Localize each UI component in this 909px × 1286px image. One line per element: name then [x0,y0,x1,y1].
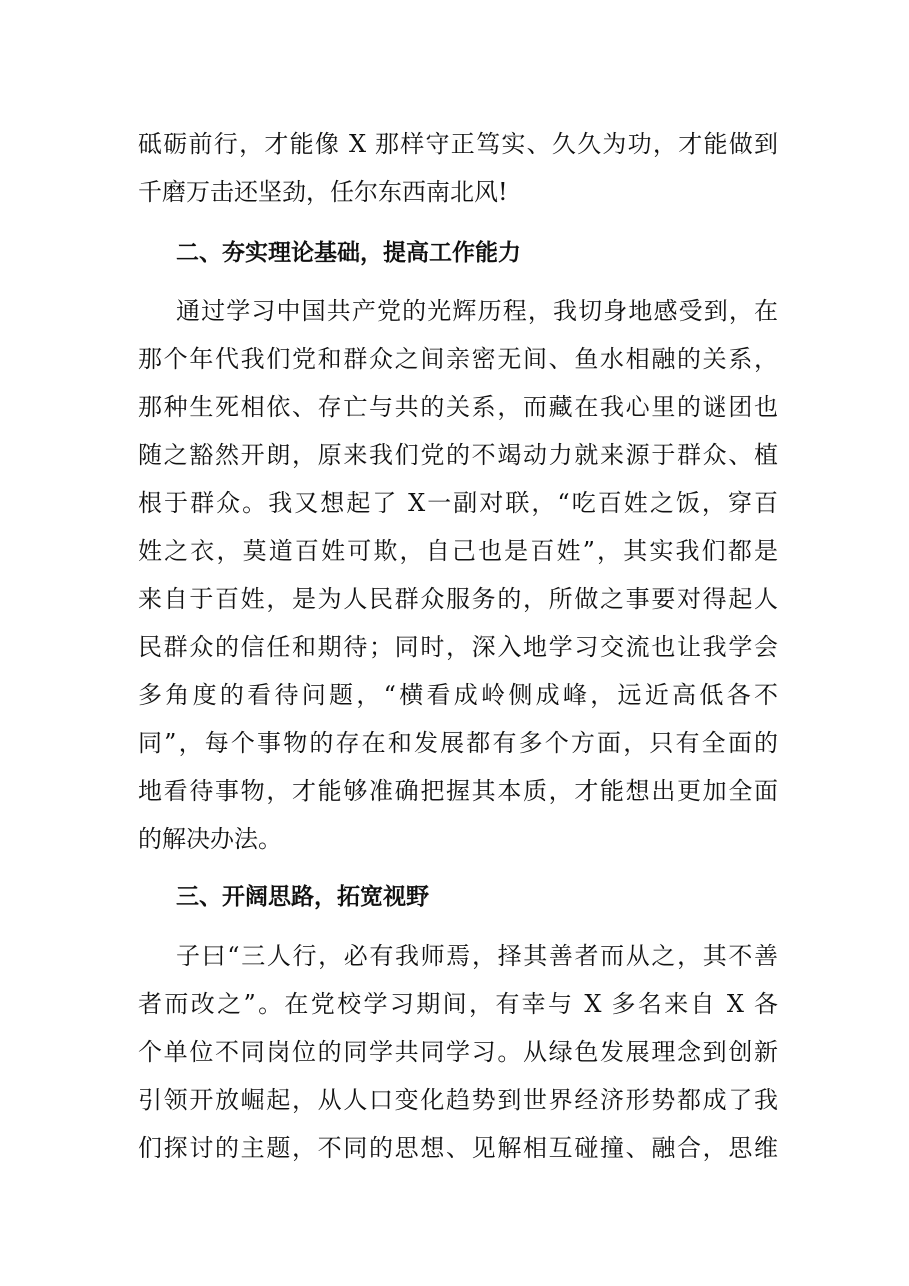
paragraph-line: 千磨万击还坚劲，任尔东西南北风! [138,178,508,206]
paragraph-line: 根于群众。我又想起了 X一副对联，“吃百姓之饭，穿百 [138,489,778,517]
paragraph-line: 通过学习中国共产党的光辉历程，我切身地感受到，在 [176,297,778,325]
section-heading-3: 三、开阔思路，拓宽视野 [176,884,429,910]
paragraph-line: 那种生死相依、存亡与共的关系，而藏在我心里的谜团也 [138,393,778,421]
paragraph-line: 地看待事物，才能够准确把握其本质，才能想出更加全面 [138,777,778,805]
paragraph-line: 者而改之”。在党校学习期间，有幸与 X 多名来自 X 各 [138,990,778,1018]
paragraph-line: 来自于百姓，是为人民群众服务的，所做之事要对得起人 [138,585,778,613]
paragraph-line: 子曰“三人行，必有我师焉，择其善者而从之，其不善 [176,942,778,970]
paragraph-line: 的解决办法。 [138,825,282,853]
paragraph-line: 随之豁然开朗，原来我们党的不竭动力就来源于群众、植 [138,441,778,469]
paragraph-line: 多角度的看待问题，“横看成岭侧成峰，远近高低各不 [138,681,778,709]
paragraph-line: 民群众的信任和期待；同时，深入地学习交流也让我学会 [138,633,778,661]
section-heading-2: 二、夯实理论基础，提高工作能力 [176,240,521,266]
paragraph-line: 姓之衣，莫道百姓可欺，自己也是百姓”，其实我们都是 [138,537,778,565]
paragraph-line: 引领开放崛起，从人口变化趋势到世界经济形势都成了我 [138,1086,778,1114]
paragraph-line: 个单位不同岗位的同学共同学习。从绿色发展理念到创新 [138,1038,778,1066]
paragraph-line: 那个年代我们党和群众之间亲密无间、鱼水相融的关系， [138,345,778,373]
paragraph-line: 们探讨的主题，不同的思想、见解相互碰撞、融合，思维 [138,1134,778,1162]
paragraph-line: 砥砺前行，才能像 X 那样守正笃实、久久为功，才能做到 [138,130,778,158]
paragraph-line: 同”，每个事物的存在和发展都有多个方面，只有全面的 [138,729,778,757]
